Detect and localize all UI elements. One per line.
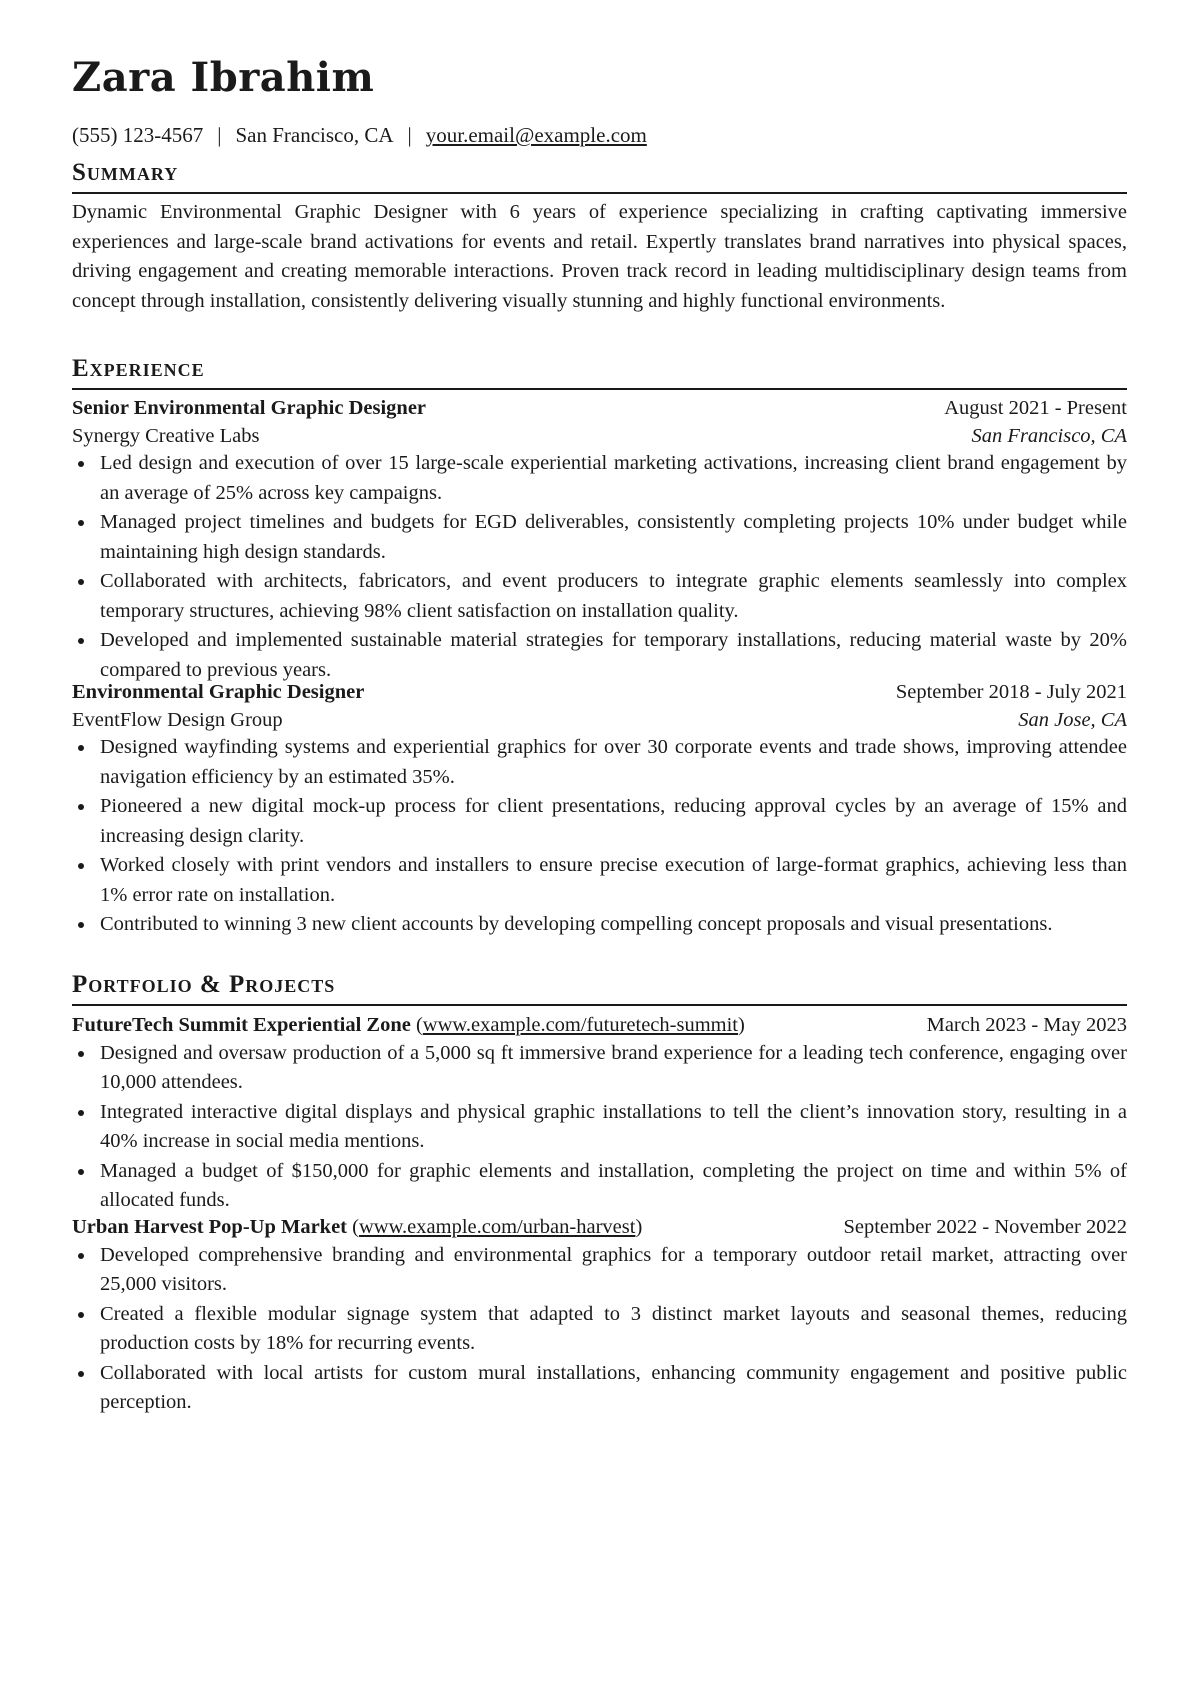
bullet-text: Developed comprehensive branding and environmental graphics for a temporary outdoor retail market, attracting over 25,000 visitors.	[100, 1243, 1127, 1295]
list-item	[72, 733, 1127, 792]
list-item	[72, 626, 1127, 685]
job-header	[72, 678, 1127, 708]
project-header	[72, 1011, 1127, 1041]
bullet-icon	[78, 922, 84, 928]
job-header	[72, 394, 1127, 424]
bullet-text: Developed and implemented sustainable material strategies for temporary installations, reducing material waste by 20% compared to previous years.	[100, 629, 1127, 681]
bullet-icon	[78, 863, 84, 869]
bullet-icon	[78, 804, 84, 810]
bullet-icon	[78, 1312, 84, 1318]
bullet-icon	[78, 579, 84, 585]
list-item	[72, 1241, 1127, 1300]
list-item	[72, 1039, 1127, 1098]
project-bullets	[72, 1241, 1127, 1418]
project-bullets	[72, 1039, 1127, 1216]
bullet-text: Worked closely with print vendors and installers to ensure precise execution of large-format graphics, achieving less than 1% error rate on installation.	[100, 854, 1127, 906]
email-link[interactable]: your.email@example.com	[425, 123, 647, 147]
bullet-text: Led design and execution of over 15 large-scale experiential marketing activations, increasing client brand engagement by an average of 25% across key campaigns.	[100, 452, 1127, 504]
project-name: Urban Harvest Pop-Up Market	[72, 1216, 348, 1238]
job-location: San Francisco, CA	[971, 424, 1127, 447]
list-item	[72, 508, 1127, 567]
project-dates: March 2023 - May 2023	[926, 1014, 1127, 1036]
job-subheader	[72, 706, 1127, 736]
job-role: Senior Environmental Graphic Designer	[72, 397, 427, 419]
list-item	[72, 910, 1127, 940]
experience-heading: Experience	[72, 356, 1127, 390]
project-dates: September 2022 - November 2022	[843, 1216, 1127, 1238]
project-title-group: Urban Harvest Pop-Up Market (www.example.com/urban-harvest)	[72, 1216, 643, 1238]
bullet-text: Managed a budget of $150,000 for graphic elements and installation, completing the project on time and within 5% of allocated funds.	[100, 1159, 1127, 1211]
job-bullets	[72, 449, 1127, 685]
contact-separator: |	[217, 123, 222, 147]
bullet-icon	[78, 1110, 84, 1116]
list-item	[72, 1098, 1127, 1157]
project-link[interactable]: www.example.com/urban-harvest	[358, 1216, 636, 1238]
list-item	[72, 1300, 1127, 1359]
bullet-text: Designed wayfinding systems and experiential graphics for over 30 corporate events and trade shows, improving attendee navigation efficiency by an estimated 35%.	[100, 736, 1127, 788]
bullet-text: Collaborated with local artists for custom mural installations, enhancing community engagement and positive public perception.	[100, 1361, 1127, 1413]
list-item	[72, 1157, 1127, 1216]
contact-line	[72, 123, 647, 148]
bullet-icon	[78, 520, 84, 526]
bullet-icon	[78, 1371, 84, 1377]
list-item	[72, 792, 1127, 851]
list-item	[72, 449, 1127, 508]
bullet-text: Created a flexible modular signage system that adapted to 3 distinct market layouts and seasonal themes, reducing production costs by 18% for recurring events.	[100, 1302, 1127, 1354]
list-item	[72, 851, 1127, 910]
summary-text: Dynamic Environmental Graphic Designer with 6 years of experience specializing in crafting captivating immersive experiences and large-scale brand activations for events and retail. Expertly translates brand narratives into physical spaces, driving engagement and creating memorable interactions. Proven track record in leading multidisciplinary design teams from concept through installation, consistently delivering visually stunning and highly functional environments.	[72, 201, 1127, 312]
candidate-name: Zara Ibrahim	[72, 54, 375, 101]
job-dates: September 2018 - July 2021	[895, 681, 1127, 703]
bullet-text: Pioneered a new digital mock-up process for client presentations, reducing approval cycles by an average of 15% and increasing design clarity.	[100, 795, 1127, 847]
project-title-group: FutureTech Summit Experiential Zone (www.example.com/futuretech-summit)	[72, 1014, 745, 1036]
job-subheader	[72, 422, 1127, 452]
job-company: Synergy Creative Labs	[72, 424, 260, 447]
bullet-icon	[78, 1169, 84, 1175]
job-dates: August 2021 - Present	[944, 397, 1127, 419]
bullet-icon	[78, 745, 84, 751]
job-location: San Jose, CA	[1018, 708, 1127, 731]
phone-number: (555) 123-4567	[72, 123, 204, 147]
bullet-text: Collaborated with architects, fabricators, and event producers to integrate graphic elements seamlessly into complex temporary structures, achieving 98% client satisfaction on installation quality.	[100, 570, 1127, 622]
bullet-text: Contributed to winning 3 new client accounts by developing compelling concept proposals and visual presentations.	[100, 913, 1053, 935]
contact-separator: |	[407, 123, 412, 147]
project-header	[72, 1213, 1127, 1243]
job-bullets	[72, 733, 1127, 940]
summary-heading: Summary	[72, 160, 1127, 194]
project-link[interactable]: www.example.com/futuretech-summit	[422, 1014, 738, 1036]
list-item	[72, 1359, 1127, 1418]
bullet-text: Managed project timelines and budgets for EGD deliverables, consistently completing projects 10% under budget while maintaining high design standards.	[100, 511, 1127, 563]
project-name: FutureTech Summit Experiential Zone	[72, 1014, 411, 1036]
job-company: EventFlow Design Group	[72, 708, 283, 731]
bullet-text: Integrated interactive digital displays and physical graphic installations to tell the client’s innovation story, resulting in a 40% increase in social media mentions.	[100, 1100, 1127, 1152]
projects-heading: Portfolio & Projects	[72, 972, 1127, 1006]
location: San Francisco, CA	[235, 123, 394, 147]
list-item	[72, 567, 1127, 626]
job-role: Environmental Graphic Designer	[72, 681, 365, 703]
bullet-icon	[78, 461, 84, 467]
bullet-icon	[78, 638, 84, 644]
bullet-icon	[78, 1051, 84, 1057]
bullet-icon	[78, 1253, 84, 1259]
bullet-text: Designed and oversaw production of a 5,000 sq ft immersive brand experience for a leading tech conference, engaging over 10,000 attendees.	[100, 1041, 1127, 1093]
